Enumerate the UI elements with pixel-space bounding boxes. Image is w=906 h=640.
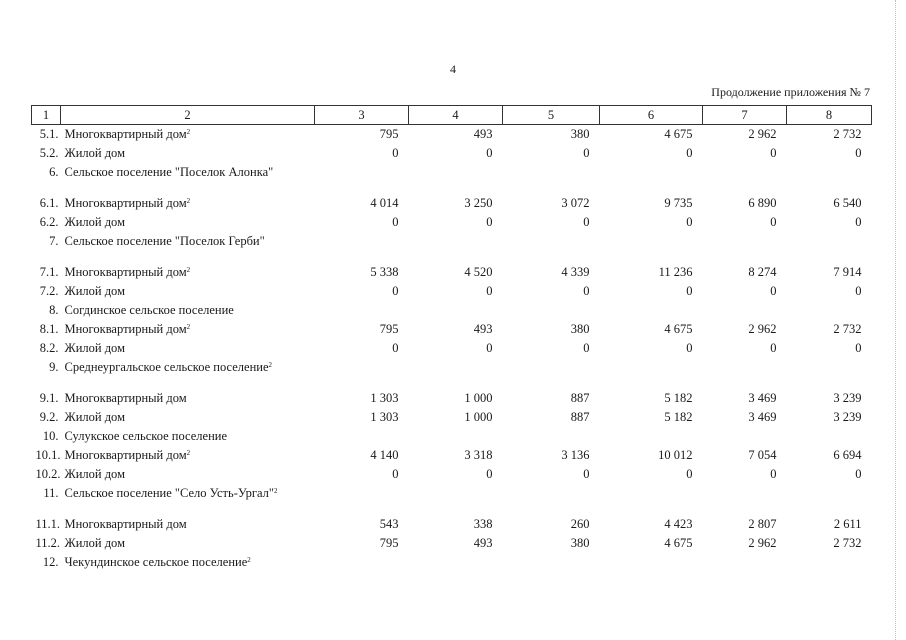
row-name-cell [61,465,315,484]
table-row [32,125,872,144]
value-cell [409,163,503,194]
header-cell: 6 [600,106,703,125]
value-cell: 0 [770,340,777,355]
value-cell: 0 [686,466,693,481]
row-name-cell [61,163,315,194]
value-cell [787,232,872,263]
row-name: Сулукское сельское поселение [64,428,227,443]
row-name-cell [61,339,315,358]
row-name: Жилой дом [64,283,125,298]
value-cell: 0 [855,466,862,481]
value-cell [703,232,787,263]
row-name-cell [61,408,315,427]
table-row [32,213,872,232]
row-name: Жилой дом [64,340,125,355]
row-name-cell [61,358,315,389]
value-cell: 887 [570,390,590,405]
table-row [32,389,872,408]
value-cell: 380 [570,321,590,336]
scan-edge-divider [895,0,896,640]
header-cell: 8 [787,106,872,125]
row-number: 6.1. [39,195,59,210]
value-cell [703,163,787,194]
value-cell [409,553,503,572]
row-number: 5.2. [39,145,59,160]
footnote-marker: 2 [186,128,191,136]
row-number: 8.1. [39,321,59,336]
value-cell [315,358,409,389]
row-name-cell [61,446,315,465]
value-cell: 2 962 [748,321,777,336]
value-cell: 0 [486,214,493,229]
row-number: 7.1. [39,264,59,279]
table-row [32,320,872,339]
value-cell [703,553,787,572]
value-cell: 3 136 [561,447,590,462]
value-cell [315,484,409,515]
row-name: Многоквартирный дом [64,321,187,336]
value-cell [315,553,409,572]
value-cell: 3 072 [561,195,590,210]
row-number: 10. [42,428,59,443]
row-name: Многоквартирный дом [64,447,187,462]
value-cell: 2 807 [748,516,777,531]
row-name-cell [61,263,315,282]
value-cell: 9 735 [664,195,693,210]
value-cell [409,301,503,320]
value-cell [600,358,703,389]
row-name: Среднеургальское сельское поселение [64,359,269,374]
value-cell: 0 [486,340,493,355]
row-number: 11.2. [35,535,61,550]
value-cell: 795 [379,321,399,336]
value-cell [503,301,600,320]
header-cell: 5 [503,106,600,125]
row-name: Жилой дом [64,535,125,550]
row-name-cell [61,232,315,263]
value-cell: 2 732 [833,535,862,550]
row-name-cell [61,213,315,232]
value-cell: 3 318 [464,447,493,462]
row-name-cell [61,515,315,534]
row-number: 8. [49,302,59,317]
row-number: 9.1. [39,390,59,405]
value-cell: 2 611 [833,516,862,531]
row-name-cell [61,282,315,301]
row-number: 6. [49,164,59,179]
row-name-cell [61,144,315,163]
value-cell: 543 [379,516,399,531]
row-name-cell [61,427,315,446]
row-number: 5.1. [39,127,59,141]
value-cell: 6 890 [748,195,777,210]
value-cell: 0 [583,214,590,229]
value-cell: 2 962 [748,127,777,141]
header-row [32,106,872,125]
value-cell: 4 675 [664,321,693,336]
row-number: 6.2. [39,214,59,229]
table-row [32,465,872,484]
footnote-marker: 2 [186,196,191,205]
table-row [32,282,872,301]
value-cell: 7 054 [748,447,777,462]
value-cell [409,427,503,446]
row-name-cell [61,194,315,213]
value-cell [503,484,600,515]
row-name: Многоквартирный дом [64,127,187,141]
value-cell [703,358,787,389]
row-name: Жилой дом [64,409,125,424]
footnote-marker: 2 [268,360,273,369]
value-cell: 0 [392,283,399,298]
row-number: 8.2. [39,340,59,355]
value-cell: 1 303 [370,390,399,405]
row-name-cell [61,301,315,320]
table-row [32,144,872,163]
header-cell: 4 [409,106,503,125]
page-number: 4 [450,62,456,76]
row-name: Сельское поселение "Поселок Алонка" [64,164,274,179]
value-cell: 1 000 [464,409,493,424]
value-cell [703,427,787,446]
value-cell [315,301,409,320]
value-cell: 2 962 [748,535,777,550]
value-cell [503,427,600,446]
value-cell: 5 182 [664,390,693,405]
header-cell: 3 [315,106,409,125]
row-number: 12. [42,554,59,569]
value-cell [787,427,872,446]
value-cell: 1 303 [370,409,399,424]
value-cell [503,232,600,263]
value-cell: 0 [486,466,493,481]
value-cell: 4 140 [370,447,399,462]
value-cell [503,358,600,389]
value-cell: 795 [379,127,399,141]
table-row [32,232,872,263]
value-cell: 3 469 [748,390,777,405]
value-cell: 0 [686,145,693,160]
value-cell [787,484,872,515]
row-number: 11.1. [35,516,61,531]
value-cell [315,232,409,263]
table-row [32,553,872,572]
value-cell: 0 [855,214,862,229]
table-row [32,408,872,427]
value-cell: 10 012 [658,447,693,462]
value-cell: 338 [473,516,493,531]
row-name: Многоквартирный дом [64,264,187,279]
table-row [32,339,872,358]
data-table [31,105,872,572]
table-row [32,515,872,534]
value-cell: 0 [392,466,399,481]
value-cell: 0 [486,283,493,298]
value-cell: 0 [770,466,777,481]
value-cell [503,553,600,572]
value-cell: 493 [473,535,493,550]
header-cell: 2 [61,106,315,125]
value-cell: 0 [392,214,399,229]
value-cell: 380 [570,127,590,141]
value-cell: 0 [686,214,693,229]
value-cell: 4 423 [664,516,693,531]
value-cell: 0 [686,283,693,298]
value-cell: 0 [686,340,693,355]
value-cell: 887 [570,409,590,424]
footnote-marker: 2 [186,265,191,274]
row-name: Жилой дом [64,466,125,481]
row-name: Согдинское сельское поселение [64,302,234,317]
row-name: Многоквартирный дом [64,195,187,210]
header-cell: 1 [32,106,61,125]
value-cell [787,163,872,194]
value-cell: 7 914 [833,264,862,279]
value-cell [600,301,703,320]
row-name-cell [61,320,315,339]
value-cell: 6 694 [833,447,862,462]
value-cell: 4 520 [464,264,493,279]
value-cell: 4 675 [664,127,693,141]
row-name: Многоквартирный дом [64,516,187,531]
row-number: 7. [49,233,59,248]
table-row [32,427,872,446]
value-cell: 3 469 [748,409,777,424]
table-row [32,194,872,213]
table-row [32,534,872,553]
row-name: Сельское поселение "Село Усть-Ургал" [64,485,274,500]
value-cell: 493 [473,321,493,336]
value-cell: 0 [583,145,590,160]
value-cell: 0 [583,283,590,298]
value-cell: 4 339 [561,264,590,279]
footnote-marker: 2 [247,555,251,564]
value-cell [787,553,872,572]
value-cell: 260 [570,516,590,531]
value-cell [409,232,503,263]
row-name-cell [61,553,315,572]
row-number: 9. [49,359,59,374]
row-name-cell [61,534,315,553]
row-name: Чекундинское сельское поселение [64,554,248,569]
row-name: Жилой дом [64,214,125,229]
value-cell: 5 338 [370,264,399,279]
row-number: 9.2. [39,409,59,424]
value-cell: 0 [583,466,590,481]
table-row [32,358,872,389]
footnote-marker: 2 [273,486,278,495]
table-row [32,301,872,320]
value-cell: 0 [770,214,777,229]
value-cell [600,553,703,572]
value-cell [600,232,703,263]
value-cell [787,358,872,389]
value-cell [600,163,703,194]
value-cell: 2 732 [833,127,862,141]
value-cell [315,427,409,446]
value-cell: 0 [855,283,862,298]
value-cell: 0 [855,340,862,355]
value-cell: 6 540 [833,195,862,210]
value-cell: 0 [392,145,399,160]
continuation-label: Продолжение приложения № 7 [711,85,870,99]
footnote-marker: 2 [186,448,191,457]
table-row [32,263,872,282]
footnote-marker: 2 [186,322,191,331]
row-name: Многоквартирный дом [64,390,187,405]
row-name-cell [61,389,315,408]
row-number: 11. [43,485,59,500]
table-row [32,484,872,515]
row-name-cell [61,125,315,144]
value-cell: 3 250 [464,195,493,210]
value-cell: 2 732 [833,321,862,336]
row-name-cell [61,484,315,515]
row-number: 7.2. [39,283,59,298]
value-cell: 0 [855,145,862,160]
value-cell: 493 [473,127,493,141]
value-cell: 8 274 [748,264,777,279]
value-cell [600,427,703,446]
row-name: Сельское поселение "Поселок Герби" [64,233,265,248]
row-name: Жилой дом [64,145,125,160]
row-number: 10.2. [35,466,61,481]
value-cell: 5 182 [664,409,693,424]
value-cell [503,163,600,194]
value-cell: 0 [392,340,399,355]
value-cell: 795 [379,535,399,550]
value-cell: 0 [770,145,777,160]
table-row [32,163,872,194]
table-body [32,106,872,572]
value-cell [787,301,872,320]
value-cell [703,301,787,320]
value-cell: 4 014 [370,195,399,210]
value-cell: 380 [570,535,590,550]
value-cell [703,484,787,515]
value-cell [600,484,703,515]
header-cell: 7 [703,106,787,125]
value-cell: 3 239 [833,409,862,424]
value-cell [409,484,503,515]
row-number: 10.1. [35,447,61,462]
value-cell [315,163,409,194]
value-cell: 11 236 [658,264,693,279]
value-cell: 0 [486,145,493,160]
value-cell: 4 675 [664,535,693,550]
value-cell [409,358,503,389]
table-row [32,446,872,465]
value-cell: 3 239 [833,390,862,405]
value-cell: 0 [770,283,777,298]
value-cell: 0 [583,340,590,355]
value-cell: 1 000 [464,390,493,405]
